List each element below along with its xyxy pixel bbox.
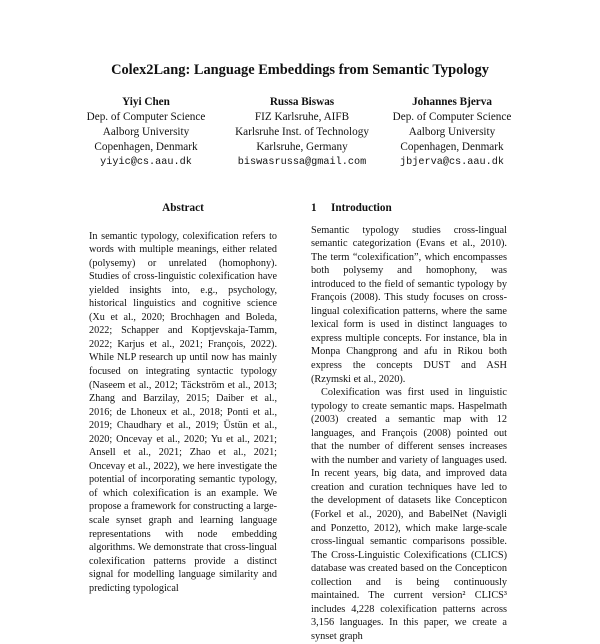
author-email[interactable]: jbjerva@cs.aau.dk [400,157,504,168]
intro-paragraph-2: Colexification was first used in linguistic typology to create semantic maps. Haspelmath (2003) created a semantic map with 12 languages, and François (2008) pointed out that the number of different senses increases with the number and variety of languages used. In recent years, big data, and improved data creation and curation techniques have led to the development of datasets like Concepticon (Forkel et al., 2020), and BabelNet (Navigli and Ponzetto, 2012), which make large-scale cross-lingual semantic comparisons possible. The Cross-Linguistic Colexifications (CLICS) database was created based on the Concepticon collection and is being continuously maintained. The current version² CLICS³ includes 4,228 colexification patterns across 3,156 languages. In this paper, we create a synset graph [311,387,507,642]
author-affiliation: Dep. of Computer Science [392,111,512,123]
author-name: Russa Biswas [269,96,335,108]
author-affiliation: Karlsruhe, Germany [256,141,348,153]
author-block-chen [61,95,231,170]
abstract-column [89,202,277,595]
introduction-column [311,202,507,644]
author-affiliation: Karlsruhe Inst. of Technology [235,126,369,138]
author-affiliation: Aalborg University [102,126,190,138]
author-block-bjerva [367,95,537,170]
author-affiliation: Dep. of Computer Science [86,111,206,123]
author-affiliation: Copenhagen, Denmark [94,141,198,153]
author-email[interactable]: biswasrussa@gmail.com [237,157,367,168]
abstract-heading: Abstract [162,202,204,214]
author-name: Johannes Bjerva [412,96,492,108]
author-affiliation: FIZ Karlsruhe, AIFB [254,111,350,123]
author-affiliation: Aalborg University [408,126,496,138]
section-title: Introduction [331,202,392,214]
intro-paragraph-1: Semantic typology studies cross-lingual semantic categorization (Evans et al., 2010). The term “colexification”, which encompasses both polysemy and homophony, was introduced to the field of semantic typology by François (2008). This study focuses on cross-lingual colexification patterns, where the same lexical form is used in distinct languages to express multiple concepts. For instance, bla in Monpa Changprong and afu in Rikou both express the concepts DUST and ASH (Rzymski et al., 2020). [311,224,507,385]
author-name: Yiyi Chen [122,96,170,108]
abstract-text: In semantic typology, colexification refers to words with multiple meanings, either related (polysemy) or unrelated (homophony). Studies of cross-linguistic colexification have yielded insights into, e.g., psychology, historical linguistics and cognitive science (Xu et al., 2020; Brochhagen and Boleda, 2022; Schapper and Koptjevskaja-Tamm, 2022; Karjus et al., 2021; François, 2022). While NLP research up until now has mainly focused on integrating syntactic typology (Naseem et al., 2012; Täckström et al., 2013; Zhang and Barzilay, 2015; Daiber et al., 2016; de Lhoneux et al., 2018; Ponti et al., 2019; Chaudhary et al., 2019; Üstün et al., 2020; Oncevay et al., 2020; Yu et al., 2021; Ansell et al., 2021; Zhao et al., 2021; Oncevay et al., 2022), we here investigate the potential of incorporating semantic typology, of which colexification is an example. We propose a framework for constructing a large-scale synset graph and learning language representations with node embedding algorithms. We demonstrate that cross-lingual colexification patterns provide a distinct signal for modelling language similarity and predicting typological [89,230,277,594]
author-affiliation: Copenhagen, Denmark [400,141,504,153]
author-block-biswas [217,95,387,170]
paper-title: Colex2Lang: Language Embeddings from Semantic Typology [111,62,489,78]
author-email[interactable]: yiyic@cs.aau.dk [100,157,192,168]
section-heading-introduction [311,202,507,216]
section-number: 1 [311,202,317,214]
